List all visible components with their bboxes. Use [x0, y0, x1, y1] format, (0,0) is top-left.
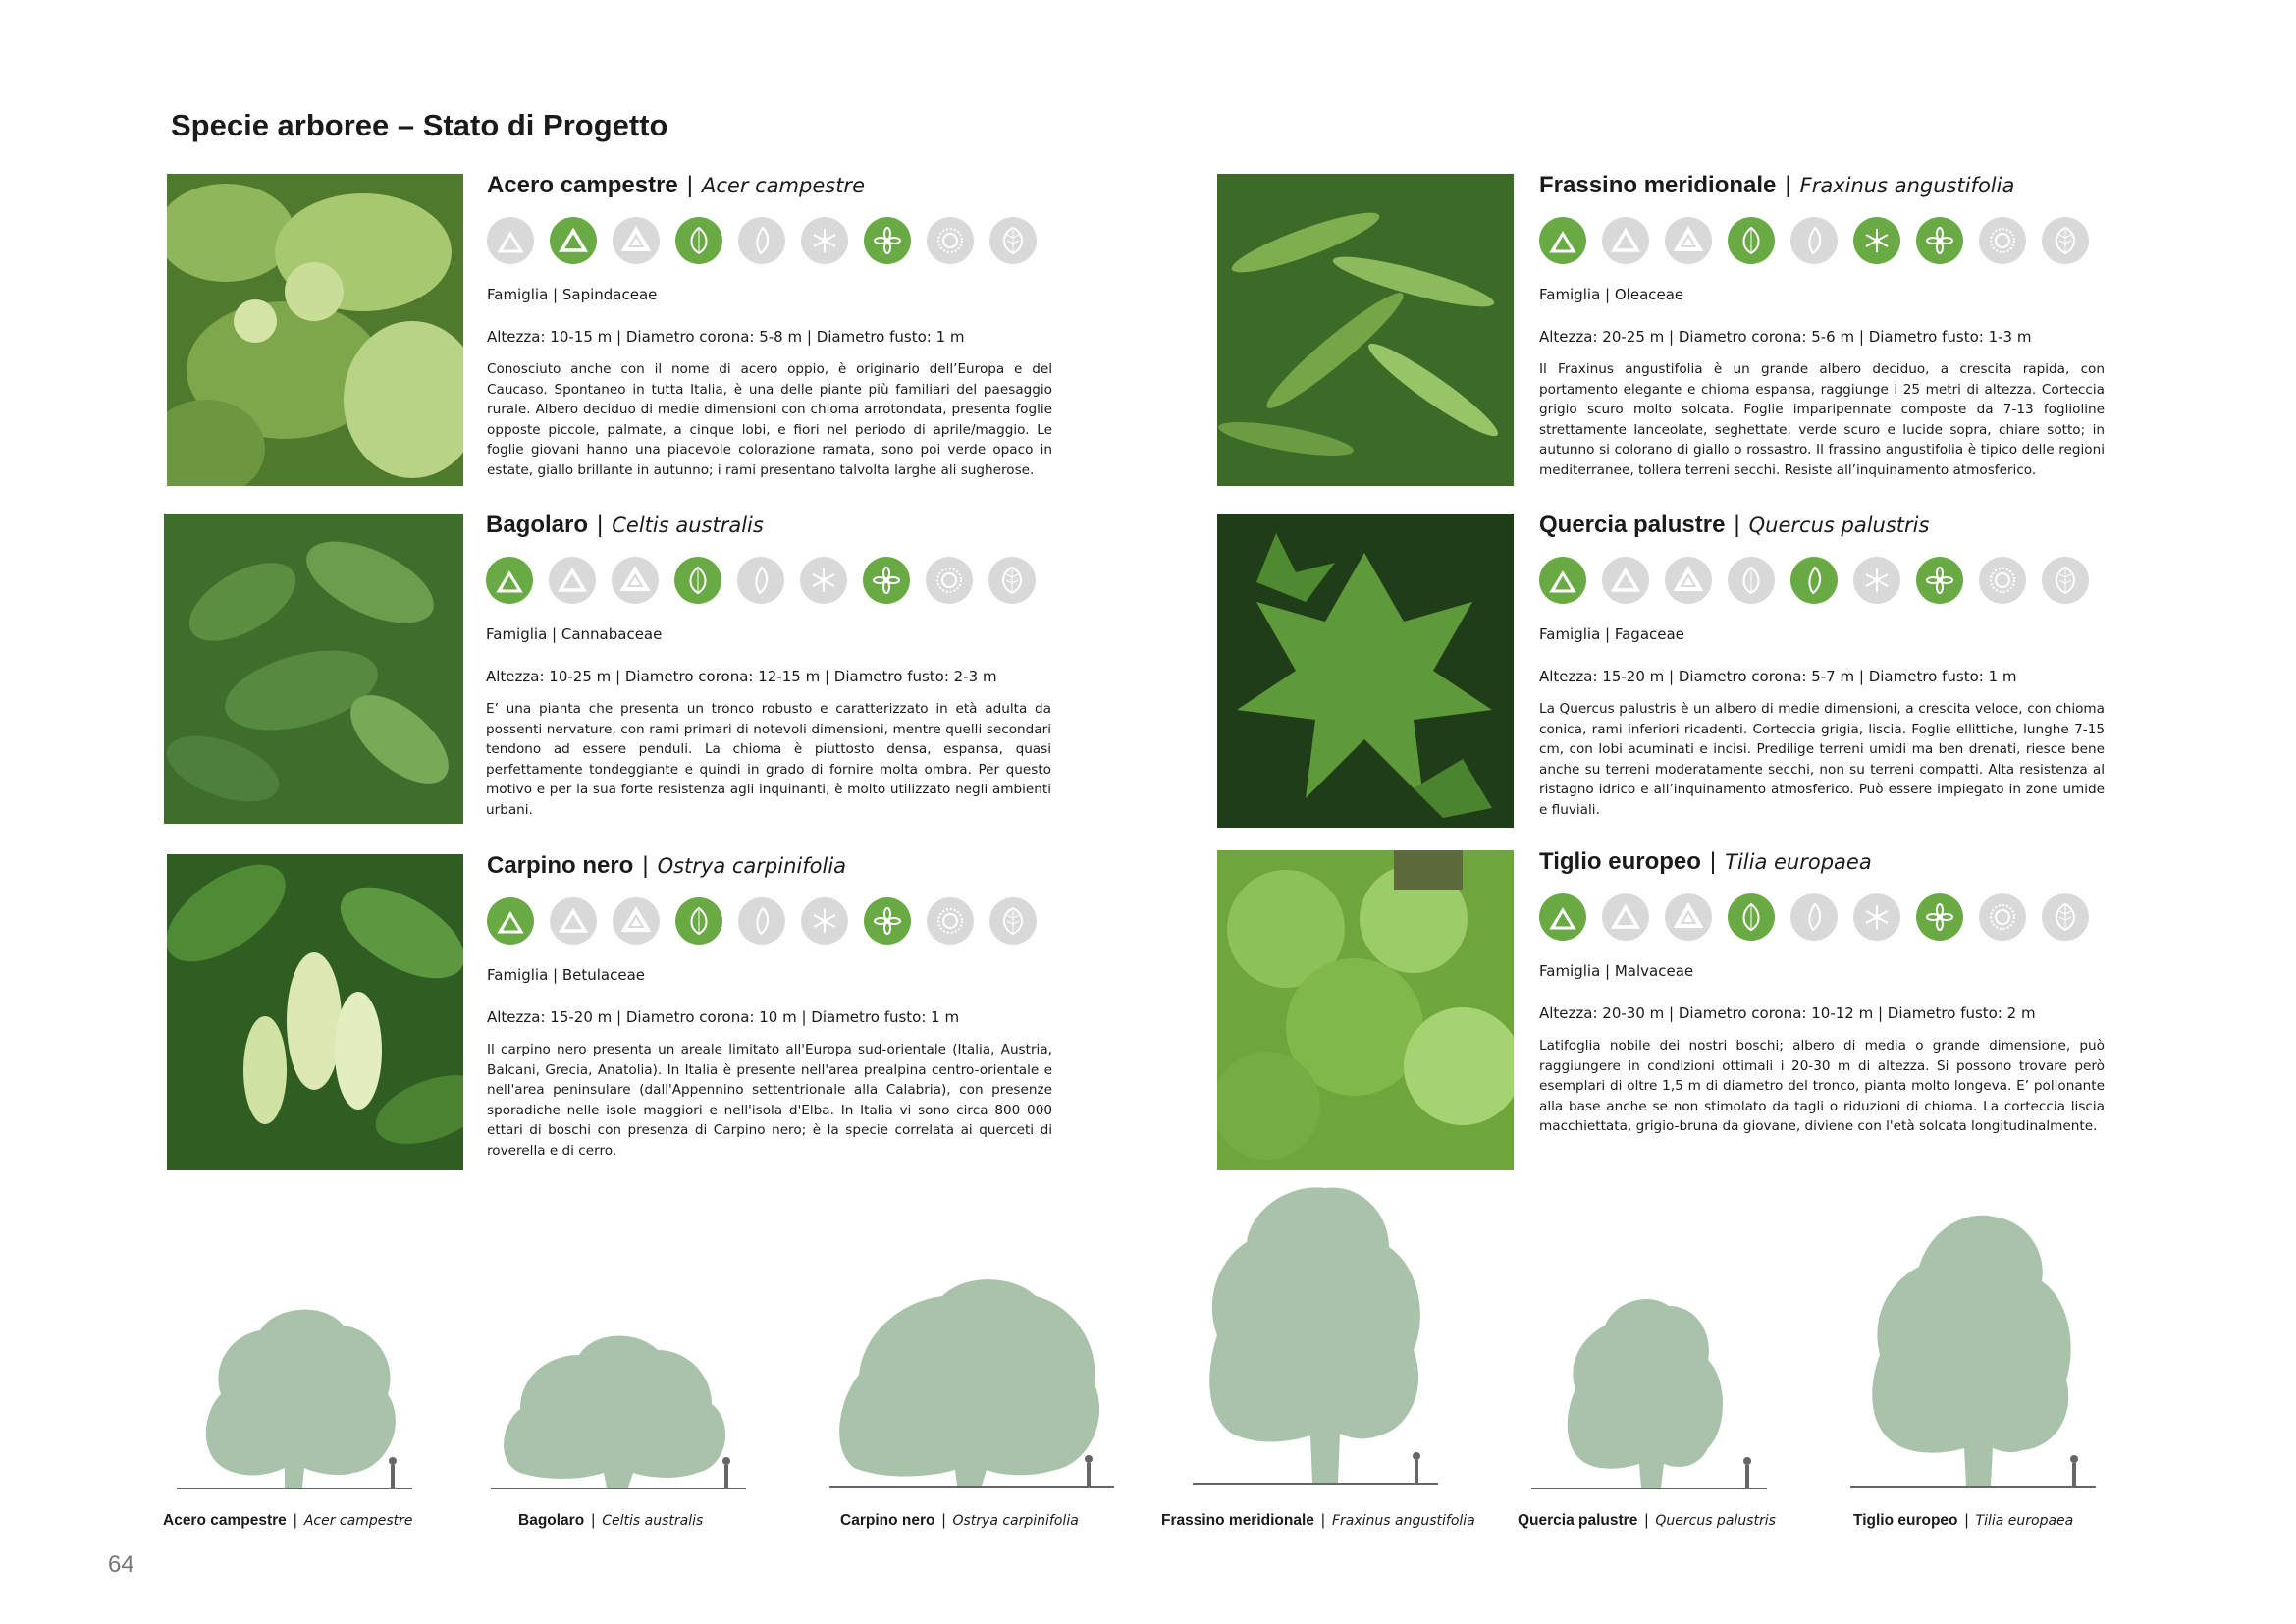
species-dimensions: Altezza: 20-25 m | Diametro corona: 5-6 m | Diametro fusto: 1-3 m [1539, 328, 2032, 346]
sun-icon [1979, 893, 2026, 941]
species-common-name: Frassino meridionale [1539, 172, 1777, 198]
triangle-low-icon [487, 897, 534, 945]
leaf-deciduous-icon [1728, 893, 1775, 941]
snowflake-icon [801, 897, 848, 945]
species-card-tiglio-europeo [1217, 850, 2238, 1166]
species-photo-bagolaro [164, 514, 463, 824]
caption-scientific-name: Tilia europaea [1975, 1513, 2074, 1529]
sun-icon [926, 557, 973, 604]
species-description: E’ una pianta che presenta un tronco robusto e caratterizzato in età adulta da possenti nervature, con rami primari di notevoli dimensioni, mentre quelli secondari tendono ad essere penduli. La chioma è piuttosto densa, espansa, quasi perfettamente tondeggiante e quindi in grado di fornire molta ombra. Per questo motivo e per la sua forte resistenza agli inquinanti, è molto utilizzato negli ambienti urbani. [486, 701, 1051, 818]
species-dimensions: Altezza: 20-30 m | Diametro corona: 10-12 m | Diametro fusto: 2 m [1539, 1004, 2036, 1022]
species-scientific-name: Ostrya carpinifolia [657, 854, 847, 878]
species-card-quercia-palustre [1217, 514, 2238, 830]
species-scientific-name: Fraxinus angustifolia [1799, 174, 2015, 197]
species-common-name: Quercia palustre [1539, 512, 1726, 538]
species-family: Famiglia | Malvaceae [1539, 962, 1694, 980]
triangle-low-icon [1539, 217, 1586, 264]
silhouette-caption [1518, 1512, 1776, 1530]
leaf-evergreen-icon [738, 897, 785, 945]
species-photo-frassino-meridionale [1217, 174, 1514, 486]
species-photo-carpino-nero [167, 854, 463, 1170]
trait-icons [487, 897, 1213, 947]
flower-icon [1916, 557, 1963, 604]
tree-silhouette-acero-campestre [177, 1286, 412, 1507]
triangle-low-icon [486, 557, 533, 604]
species-dimensions: Altezza: 15-20 m | Diametro corona: 10 m | Diametro fusto: 1 m [487, 1008, 960, 1026]
trait-icons [486, 557, 1212, 606]
triangle-mid-icon [1602, 893, 1649, 941]
leaf-deciduous-icon [675, 897, 722, 945]
trait-icons [1539, 893, 2266, 943]
leaf-evergreen-icon [1790, 893, 1838, 941]
species-dimensions: Altezza: 10-15 m | Diametro corona: 5-8 m | Diametro fusto: 1 m [487, 328, 965, 346]
leaf-wide-icon [989, 897, 1037, 945]
leaf-evergreen-icon [1790, 557, 1838, 604]
leaf-evergreen-icon [1790, 217, 1838, 264]
species-scientific-name: Celtis australis [612, 514, 764, 537]
triangle-mid-icon [550, 897, 597, 945]
page-title: Specie arboree – Stato di Progetto [171, 108, 668, 142]
snowflake-icon [801, 217, 848, 264]
trait-icons [1539, 217, 2266, 266]
caption-separator: | [941, 1512, 946, 1529]
snowflake-icon [1853, 557, 1900, 604]
species-scientific-name: Quercus palustris [1748, 514, 1930, 537]
leaf-wide-icon [989, 217, 1037, 264]
name-separator: | [1785, 172, 1791, 198]
leaf-wide-icon [2042, 557, 2089, 604]
species-scientific-name: Tilia europaea [1725, 850, 1872, 874]
species-dimensions: Altezza: 10-25 m | Diametro corona: 12-15 m | Diametro fusto: 2-3 m [486, 668, 997, 685]
species-card-carpino-nero [167, 854, 1188, 1170]
leaf-deciduous-icon [1728, 557, 1775, 604]
caption-common-name: Tiglio europeo [1853, 1512, 1958, 1529]
tree-silhouette-carpino-nero [829, 1262, 1114, 1507]
flower-icon [864, 897, 911, 945]
leaf-deciduous-icon [675, 217, 722, 264]
caption-separator: | [1320, 1512, 1325, 1529]
caption-common-name: Acero campestre [163, 1512, 287, 1529]
species-photo-tiglio-europeo [1217, 850, 1514, 1170]
sun-icon [1979, 557, 2026, 604]
species-family: Famiglia | Oleaceae [1539, 286, 1684, 303]
flower-icon [864, 217, 911, 264]
caption-separator: | [591, 1512, 596, 1529]
species-card-acero-campestre [167, 174, 1188, 490]
species-description: Conosciuto anche con il nome di acero oppio, è originario dell’Europa e del Caucaso. Spontaneo in tutta Italia, è una delle piante più familiari del paesaggio rurale. Albero deciduo di medie dimensioni con chioma arrotondata, presenta foglie opposte piccole, palmate, a cinque lobi, e fiori nel periodo di aprile/maggio. Le foglie giovani hanno una piacevole colorazione ramata, sono poi verde opaco in estate, giallo brillante in autunno; i rami presentano talvolta larghe ali sugherose. [487, 361, 1052, 478]
species-photo-acero-campestre [167, 174, 463, 486]
snowflake-icon [1853, 217, 1900, 264]
species-common-name: Bagolaro [486, 512, 589, 538]
caption-common-name: Frassino meridionale [1161, 1512, 1314, 1529]
caption-separator: | [1964, 1512, 1969, 1529]
tree-silhouette-quercia-palustre [1531, 1281, 1767, 1507]
leaf-deciduous-icon [674, 557, 721, 604]
caption-common-name: Quercia palustre [1518, 1512, 1638, 1529]
leaf-deciduous-icon [1728, 217, 1775, 264]
silhouette-caption [840, 1512, 1079, 1530]
caption-scientific-name: Acer campestre [303, 1513, 413, 1529]
tree-silhouette-tiglio-europeo [1850, 1203, 2096, 1507]
trait-icons [487, 217, 1213, 266]
species-family: Famiglia | Cannabaceae [486, 625, 663, 643]
sun-icon [927, 217, 974, 264]
species-photo-quercia-palustre [1217, 514, 1514, 828]
species-description: La Quercus palustris è un albero di medie dimensioni, a crescita veloce, con chioma conica, rami inferiori ricadenti. Corteccia grigia, liscia. Foglie ellittiche, lunghe 7-15 cm, con lobi acuminati e incisi. Predilige terreni umidi ma ben drenati, riesce bene anche su terreni moderatamente secchi, non su terreni compatti. Alta resistenza al ristagno idrico e all’inquinamento atmosferico. Può essere impiegato in zone umide e fluviali. [1539, 701, 2105, 818]
caption-separator: | [1644, 1512, 1649, 1529]
caption-scientific-name: Fraxinus angustifolia [1331, 1513, 1475, 1529]
silhouette-caption [1161, 1512, 1475, 1530]
silhouette-caption [1853, 1512, 2073, 1530]
species-dimensions: Altezza: 15-20 m | Diametro corona: 5-7 m | Diametro fusto: 1 m [1539, 668, 2017, 685]
caption-scientific-name: Celtis australis [602, 1513, 704, 1529]
species-scientific-name: Acer campestre [702, 174, 865, 197]
sun-icon [927, 897, 974, 945]
tree-silhouette-frassino-meridionale [1193, 1178, 1438, 1502]
triangle-mid-icon [1602, 217, 1649, 264]
species-common-name: Acero campestre [487, 172, 678, 198]
species-family: Famiglia | Fagaceae [1539, 625, 1684, 643]
page-number: 64 [108, 1551, 134, 1578]
name-separator: | [642, 852, 649, 879]
triangle-high-icon [613, 897, 660, 945]
triangle-mid-icon [550, 217, 597, 264]
species-card-frassino-meridionale [1217, 174, 2238, 490]
species-description: Il carpino nero presenta un areale limitato all'Europa sud-orientale (Italia, Austria, Balcani, Grecia, Anatolia). In Italia è presente nell'area prealpina centro-orientale e nell'area peninsulare (dall'Appennino settentrionale alla Calabria), con presenze sporadiche nelle isole maggiori e nell'isola d'Elba. In Italia vi sono circa 800 000 ettari di boschi con presenza di Carpino nero; è la specie correlata ai querceti di roverella e di cerro. [487, 1042, 1052, 1159]
species-family: Famiglia | Betulaceae [487, 966, 646, 984]
species-description: Il Fraxinus angustifolia è un grande albero deciduo, a crescita rapida, con portamento elegante e chioma espansa, raggiunge i 25 metri di altezza. Corteccia grigio scuro molto solcata. Foglie imparipennate composte da 7-13 foglioline strettamente lanceolate, seghettate, verde scuro e lucide sopra, chiare sotto; in autunno si colorano di giallo o rossastro. Il frassino angustifolia è tipico delle regioni mediterranee, tollera terreni secchi. Resiste all’inquinamento atmosferico. [1539, 361, 2105, 478]
name-separator: | [1709, 848, 1717, 875]
flower-icon [863, 557, 910, 604]
silhouette-caption [163, 1512, 413, 1530]
species-family: Famiglia | Sapindaceae [487, 286, 658, 303]
triangle-mid-icon [549, 557, 596, 604]
tree-silhouette-bagolaro [491, 1296, 746, 1507]
triangle-low-icon [1539, 893, 1586, 941]
species-common-name: Tiglio europeo [1539, 848, 1701, 875]
triangle-high-icon [613, 217, 660, 264]
leaf-evergreen-icon [738, 217, 785, 264]
triangle-high-icon [1665, 893, 1712, 941]
leaf-evergreen-icon [737, 557, 784, 604]
triangle-low-icon [1539, 557, 1586, 604]
flower-icon [1916, 893, 1963, 941]
trait-icons [1539, 557, 2266, 606]
flower-icon [1916, 217, 1963, 264]
species-card-bagolaro [164, 514, 1185, 830]
triangle-low-icon [487, 217, 534, 264]
snowflake-icon [1853, 893, 1900, 941]
triangle-high-icon [1665, 217, 1712, 264]
leaf-wide-icon [2042, 893, 2089, 941]
caption-common-name: Carpino nero [840, 1512, 935, 1529]
name-separator: | [597, 512, 604, 538]
leaf-wide-icon [2042, 217, 2089, 264]
species-common-name: Carpino nero [487, 852, 634, 879]
caption-scientific-name: Ostrya carpinifolia [952, 1513, 1079, 1529]
caption-common-name: Bagolaro [518, 1512, 585, 1529]
sun-icon [1979, 217, 2026, 264]
leaf-wide-icon [988, 557, 1036, 604]
name-separator: | [686, 172, 693, 198]
caption-scientific-name: Quercus palustris [1655, 1513, 1776, 1529]
snowflake-icon [800, 557, 847, 604]
triangle-mid-icon [1602, 557, 1649, 604]
triangle-high-icon [612, 557, 659, 604]
caption-separator: | [293, 1512, 297, 1529]
species-description: Latifoglia nobile dei nostri boschi; albero di media o grande dimensione, può raggiungere in condizioni ottimali i 20-30 m di altezza. Si possono trovare però esemplari di oltre 1,5 m di diametro del tronco, pianta molto longeva. E’ pollonante alla base anche se non stimolato da tagli o riduzioni di chioma. La corteccia liscia macchiettata, grigio-bruna da giovane, diviene con l'età solcata longitudinalmente. [1539, 1038, 2105, 1134]
name-separator: | [1734, 512, 1740, 538]
triangle-high-icon [1665, 557, 1712, 604]
silhouette-caption [518, 1512, 703, 1530]
